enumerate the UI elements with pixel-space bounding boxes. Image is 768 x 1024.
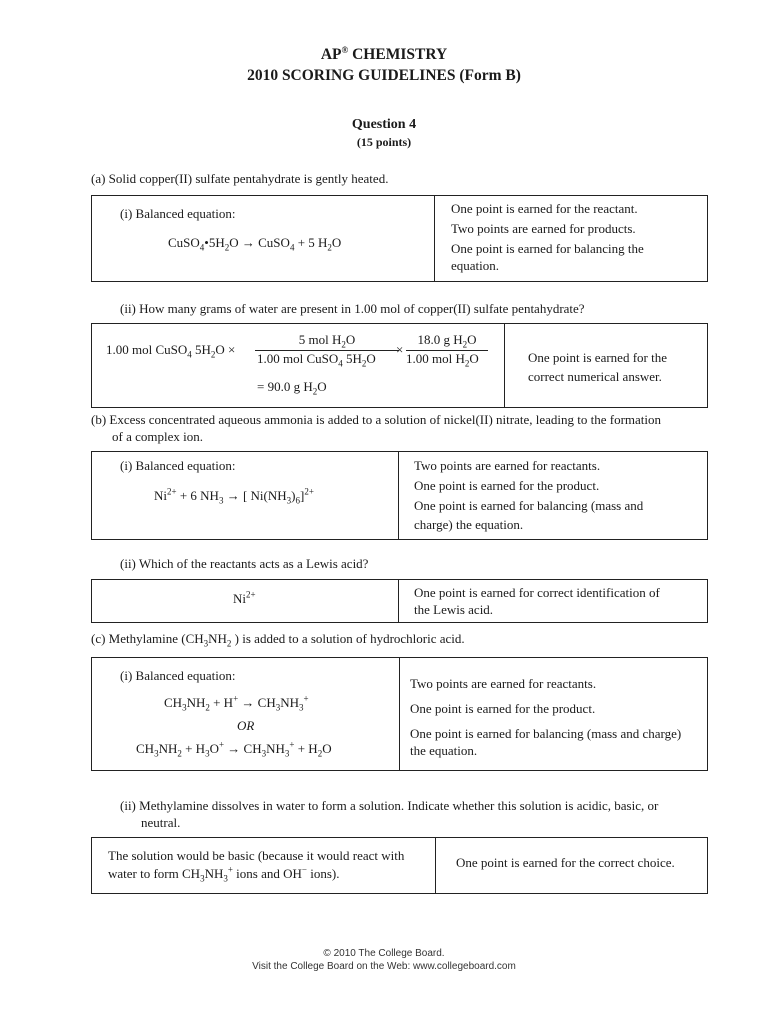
part-c-prompt: (c) Methylamine ($CH_3NH_2$ ) is added to a solution of hydrochloric acid. — [91, 631, 465, 649]
scoring-line: correct numerical answer. — [528, 369, 662, 384]
times-sign: × — [396, 342, 404, 357]
answer-line: The solution would be basic (because it would react with — [108, 848, 405, 863]
scoring-line: the Lewis acid. — [414, 602, 494, 617]
title-ap: AP — [320, 46, 342, 63]
scoring-line: charge) the equation. — [414, 517, 524, 532]
part-b-i-scoring — [414, 456, 643, 535]
part-b-prompt-line1: (b) Excess concentrated aqueous ammonia is added to a solution of nickel(II) nitrate, leading to the formation — [91, 412, 662, 427]
part-b-i-label: (i) Balanced equation: — [120, 458, 236, 473]
part-a-i-scoring — [451, 199, 644, 276]
doc-title-line2: 2010 SCORING GUIDELINES (Form B) — [247, 67, 521, 84]
part-c-ii-prompt-line1: (ii) Methylamine dissolves in water to form a solution. Indicate whether this solution is acidic, basic, or — [120, 798, 659, 813]
part-a-prompt: (a) Solid copper(II) sulfate pentahydrate is gently heated. — [91, 171, 389, 186]
fraction2-numerator: 18.0 g $H_2O$ — [417, 332, 477, 350]
calc-result: = 90.0 g $H_2O$ — [257, 379, 327, 397]
scoring-line: the equation. — [410, 743, 478, 758]
scoring-line: One point is earned for balancing the — [451, 241, 644, 256]
registered-mark: ® — [341, 44, 349, 55]
scoring-line: One point is earned for balancing (mass and charge) — [410, 726, 682, 741]
part-c-i-box — [91, 657, 708, 771]
scoring-line: Two points are earned for products. — [451, 221, 636, 236]
footer-copyright: © 2010 The College Board. — [323, 948, 445, 959]
part-c-ii-prompt-line2: neutral. — [141, 815, 181, 830]
scoring-line: Two points are earned for reactants. — [414, 458, 601, 473]
scoring-line: equation. — [451, 258, 500, 273]
part-a-ii-box — [91, 323, 708, 408]
part-a-i-label: (i) Balanced equation: — [120, 206, 236, 221]
part-b-prompt-line2: of a complex ion. — [112, 429, 203, 444]
part-c-equation-1: $CH_3NH_2 + H^+ \to CH_3NH_3^+$ — [164, 693, 309, 713]
part-b-ii-prompt: (ii) Which of the reactants acts as a Lewis acid? — [120, 556, 369, 571]
part-a-i-box — [91, 195, 708, 282]
or-text: OR — [237, 718, 255, 733]
scoring-line: One point is earned for the product. — [410, 701, 596, 716]
part-b-equation: $Ni^{2+} + 6$ $NH_3$ → [ $Ni(NH_3)_6]^{2+}$ — [154, 486, 314, 506]
title-subject: CHEMISTRY — [348, 46, 448, 63]
part-a-equation: $CuSO_4•5H_2O$ → CuSO$_4$ + 5 $H_2O$ — [168, 235, 342, 253]
doc-title-line1 — [0, 46, 768, 64]
part-a-ii-prompt: (ii) How many grams of water are present in 1.00 mol of copper(II) sulfate pentahydrate? — [120, 301, 585, 316]
fraction1-denominator: 1.00 mol CuSO$_4$ $5H_2O$ — [257, 351, 376, 369]
scoring-line: One point is earned for the product. — [414, 478, 600, 493]
part-b-ii-scoring — [414, 584, 660, 618]
question-title: Question 4 — [351, 117, 417, 132]
calc-start: 1.00 mol CuSO$_4$ $5H_2O$ × — [106, 342, 236, 360]
part-a-ii-scoring — [528, 348, 667, 386]
part-b-i-box — [91, 451, 708, 540]
scoring-line: One point is earned for the reactant. — [451, 201, 638, 216]
scoring-line: One point is earned for balancing (mass and — [414, 498, 644, 513]
fraction1-numerator: 5 mol $H_2O$ — [298, 332, 356, 350]
part-c-ii-answer — [108, 847, 404, 883]
scoring-line: One point is earned for correct identification of — [414, 585, 660, 600]
answer-line: water to form $CH_3NH_3^+$ ions and OH− ions). — [108, 864, 340, 884]
part-c-equation-2: $CH_3NH_2 + H_3O^+ \to CH_3NH_3^+ + H_2O$ — [136, 739, 332, 759]
lewis-acid-answer: $Ni^{2+}$ — [233, 589, 256, 606]
part-c-ii-box — [91, 837, 708, 894]
part-c-i-scoring — [410, 673, 681, 761]
part-b-ii-box — [91, 579, 708, 623]
part-c-ii-scoring: One point is earned for the correct choice. — [456, 855, 675, 870]
footer-visit: Visit the College Board on the Web: www.collegeboard.com — [252, 961, 516, 972]
fraction2-denominator: 1.00 mol $H_2O$ — [406, 351, 479, 369]
part-c-i-label: (i) Balanced equation: — [120, 668, 236, 683]
question-points: (15 points) — [356, 135, 412, 149]
scoring-line: Two points are earned for reactants. — [410, 676, 597, 691]
scoring-line: One point is earned for the — [528, 350, 667, 365]
